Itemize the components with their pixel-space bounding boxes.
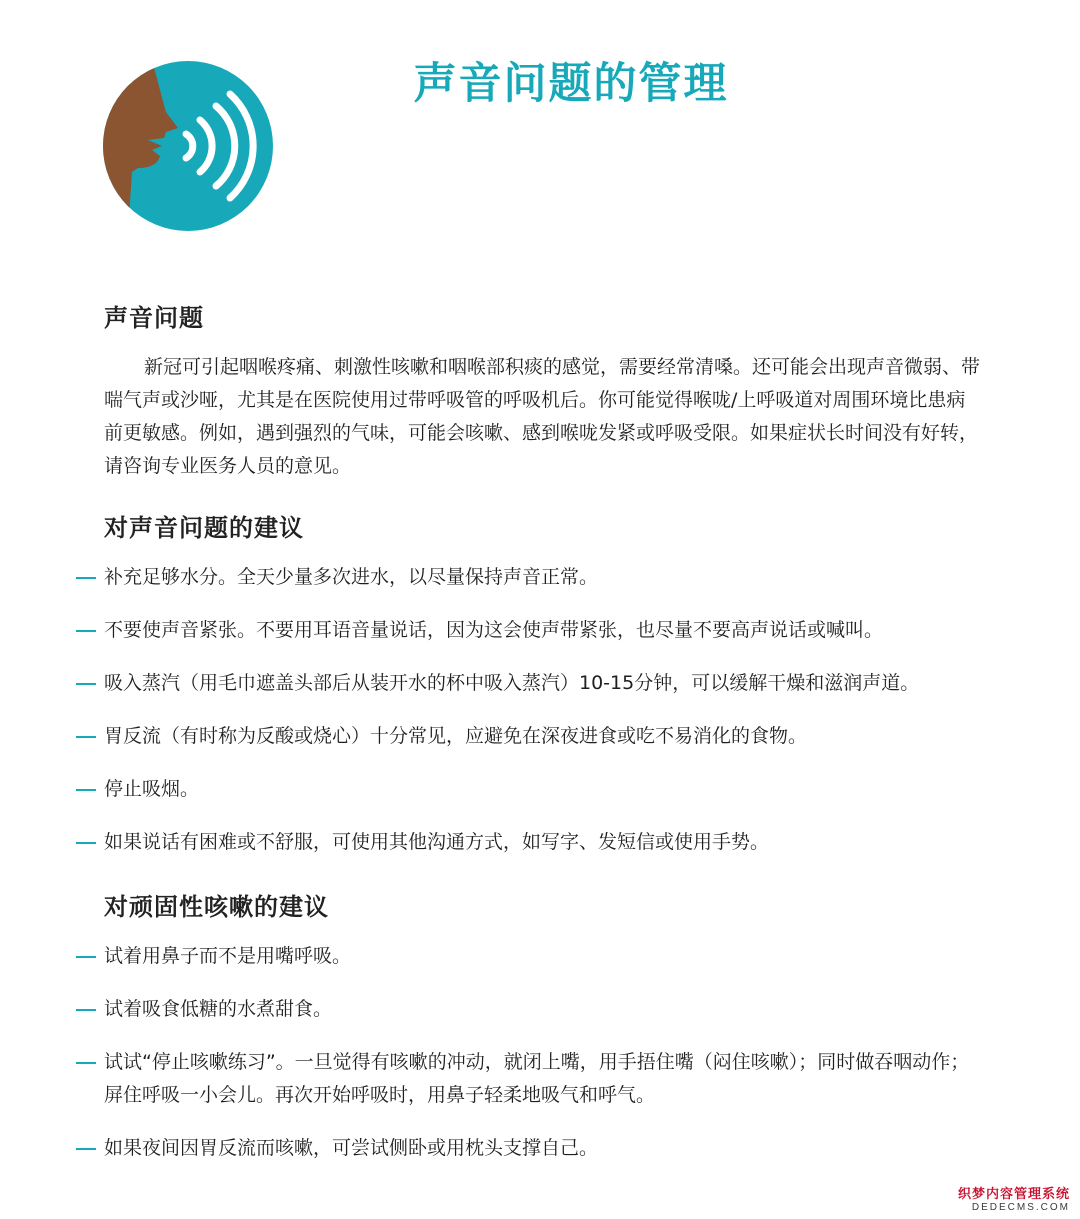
section-voice-advice <box>104 508 984 859</box>
section-paragraph: 新冠可引起咽喉疼痛、刺激性咳嗽和咽喉部积痰的感觉，需要经常清嗓。还可能会出现声音微弱、带喘气声或沙哑，尤其是在医院使用过带呼吸管的呼吸机后。你可能觉得喉咙/上呼吸道对周围环境比患病前更敏感。例如，遇到强烈的气味，可能会咳嗽、感到喉咙发紧或呼吸受限。如果症状长时间没有好转，请咨询专业医务人员的意见。 <box>104 356 981 477</box>
list-item: 试着吸食低糖的水煮甜食。 <box>104 993 984 1026</box>
dash-bullet-icon <box>76 577 96 579</box>
list-item: 补充足够水分。全天少量多次进水，以尽量保持声音正常。 <box>104 561 984 594</box>
dash-bullet-icon <box>76 736 96 738</box>
watermark-line-1: 织梦内容管理系统 <box>957 1186 1070 1201</box>
advice-list <box>104 561 984 859</box>
dash-bullet-icon <box>76 956 96 958</box>
list-item: 试试“停止咳嗽练习”。一旦觉得有咳嗽的冲动，就闭上嘴，用手捂住嘴（闷住咳嗽）；同时做吞咽动作；屏住呼吸一小会儿。再次开始呼吸时，用鼻子轻柔地吸气和呼气。 <box>104 1046 984 1112</box>
section-voice-problems <box>104 298 984 483</box>
dash-bullet-icon <box>76 842 96 844</box>
section-heading: 声音问题 <box>104 304 204 332</box>
list-item: 胃反流（有时称为反酸或烧心）十分常见，应避免在深夜进食或吃不易消化的食物。 <box>104 720 984 753</box>
dash-bullet-icon <box>76 1009 96 1011</box>
dash-bullet-icon <box>76 630 96 632</box>
list-item: 试着用鼻子而不是用嘴呼吸。 <box>104 940 984 973</box>
section-heading: 对顽固性咳嗽的建议 <box>104 893 329 921</box>
page-title: 声音问题的管理 <box>413 59 729 109</box>
list-item: 停止吸烟。 <box>104 773 984 806</box>
dash-bullet-icon <box>76 789 96 791</box>
advice-list <box>104 940 984 1165</box>
list-item: 如果夜间因胃反流而咳嗽，可尝试侧卧或用枕头支撑自己。 <box>104 1132 984 1165</box>
list-item: 如果说话有困难或不舒服，可使用其他沟通方式，如写字、发短信或使用手势。 <box>104 826 984 859</box>
dash-bullet-icon <box>76 1148 96 1150</box>
watermark-line-2: DEDECMS.COM <box>971 1202 1070 1213</box>
list-item: 不要使声音紧张。不要用耳语音量说话，因为这会使声带紧张，也尽量不要高声说话或喊叫。 <box>104 614 984 647</box>
dash-bullet-icon <box>76 683 96 685</box>
section-heading: 对声音问题的建议 <box>104 514 304 542</box>
section-cough-advice <box>104 887 984 1165</box>
list-item: 吸入蒸汽（用毛巾遮盖头部后从装开水的杯中吸入蒸汽）10-15分钟，可以缓解干燥和滋润声道。 <box>104 667 984 700</box>
watermark <box>958 1183 1070 1213</box>
main-content <box>104 298 984 1185</box>
dash-bullet-icon <box>76 1062 96 1064</box>
